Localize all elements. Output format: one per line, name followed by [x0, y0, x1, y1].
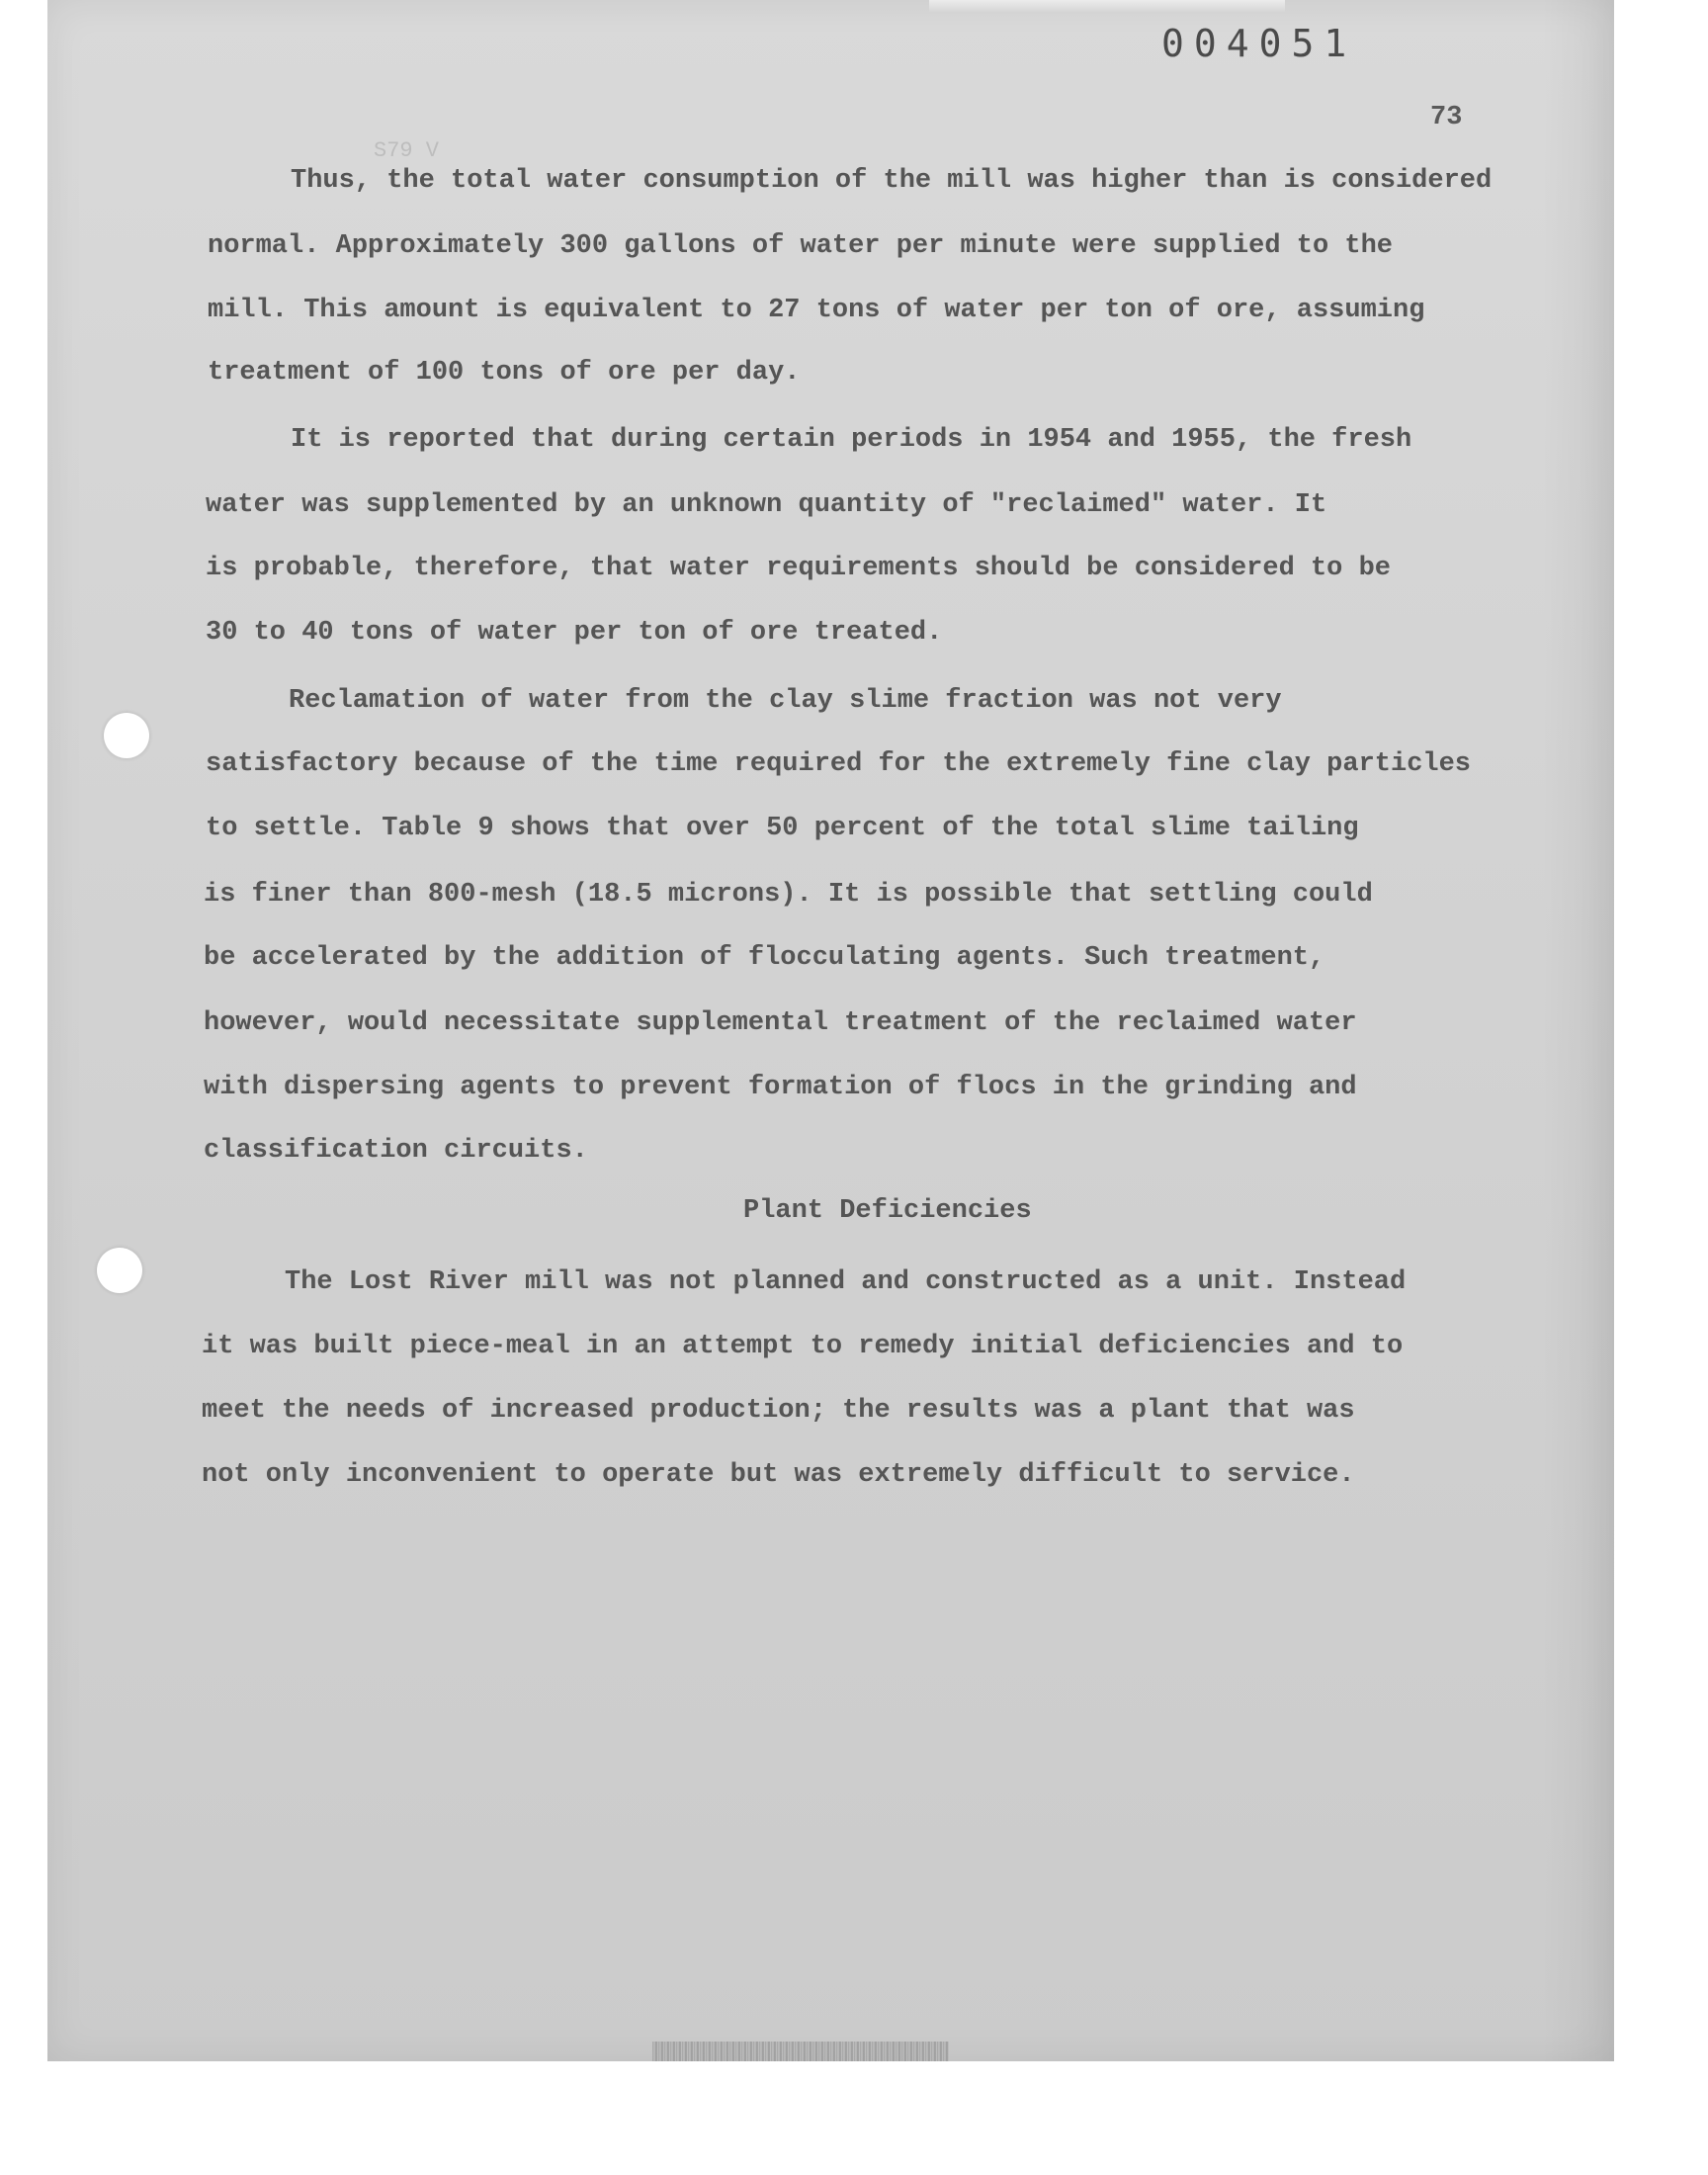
- final-paragraph-line-3: meet the needs of increased production; the results was a plant that was: [202, 1396, 1355, 1426]
- punch-hole-top: [104, 713, 149, 758]
- paragraph-3-line-4: is finer than 800-mesh (18.5 microns). It is possible that settling could: [204, 880, 1373, 910]
- paragraph-3-line-6: however, would necessitate supplemental treatment of the reclaimed water: [204, 1008, 1357, 1038]
- paper-edge-shadow: [1542, 0, 1614, 2061]
- paragraph-1-line-1: Thus, the total water consumption of the mill was higher than is considered: [291, 166, 1493, 196]
- paragraph-1-line-2: normal. Approximately 300 gallons of water per minute were supplied to the: [208, 231, 1393, 261]
- paragraph-2-line-2: water was supplemented by an unknown quantity of "reclaimed" water. It: [206, 490, 1327, 520]
- section-heading: Plant Deficiencies: [743, 1196, 1032, 1226]
- paragraph-3-line-8: classification circuits.: [204, 1136, 588, 1166]
- paragraph-2-line-3: is probable, therefore, that water requirements should be considered to be: [206, 554, 1391, 583]
- scan-artifact-top: [929, 0, 1285, 12]
- page-number: 73: [1430, 103, 1463, 132]
- document-stamp-number: 004051: [1161, 22, 1357, 65]
- final-paragraph-line-1: The Lost River mill was not planned and constructed as a unit. Instead: [285, 1267, 1407, 1297]
- paragraph-1-line-3: mill. This amount is equivalent to 27 tons of water per ton of ore, assuming: [208, 296, 1425, 325]
- paragraph-3-line-5: be accelerated by the addition of flocculating agents. Such treatment,: [204, 943, 1325, 973]
- punch-hole-bottom: [97, 1248, 142, 1293]
- paragraph-2-line-4: 30 to 40 tons of water per ton of ore treated.: [206, 618, 943, 648]
- scan-artifact-bottom: [652, 2042, 949, 2061]
- paragraph-3-line-3: to settle. Table 9 shows that over 50 percent of the total slime tailing: [206, 814, 1359, 843]
- final-paragraph-line-2: it was built piece-meal in an attempt to remedy initial deficiencies and to: [202, 1332, 1404, 1361]
- paragraph-3-line-7: with dispersing agents to prevent formation of flocs in the grinding and: [204, 1073, 1357, 1102]
- faint-handwritten-mark: S79 V: [374, 138, 440, 163]
- final-paragraph-line-4: not only inconvenient to operate but was extremely difficult to service.: [202, 1460, 1355, 1490]
- paragraph-1-line-4: treatment of 100 tons of ore per day.: [208, 358, 801, 388]
- paragraph-3-line-2: satisfactory because of the time required for the extremely fine clay particles: [206, 749, 1472, 779]
- paragraph-3-line-1: Reclamation of water from the clay slime fraction was not very: [289, 686, 1282, 716]
- paragraph-2-line-1: It is reported that during certain periods in 1954 and 1955, the fresh: [291, 425, 1412, 455]
